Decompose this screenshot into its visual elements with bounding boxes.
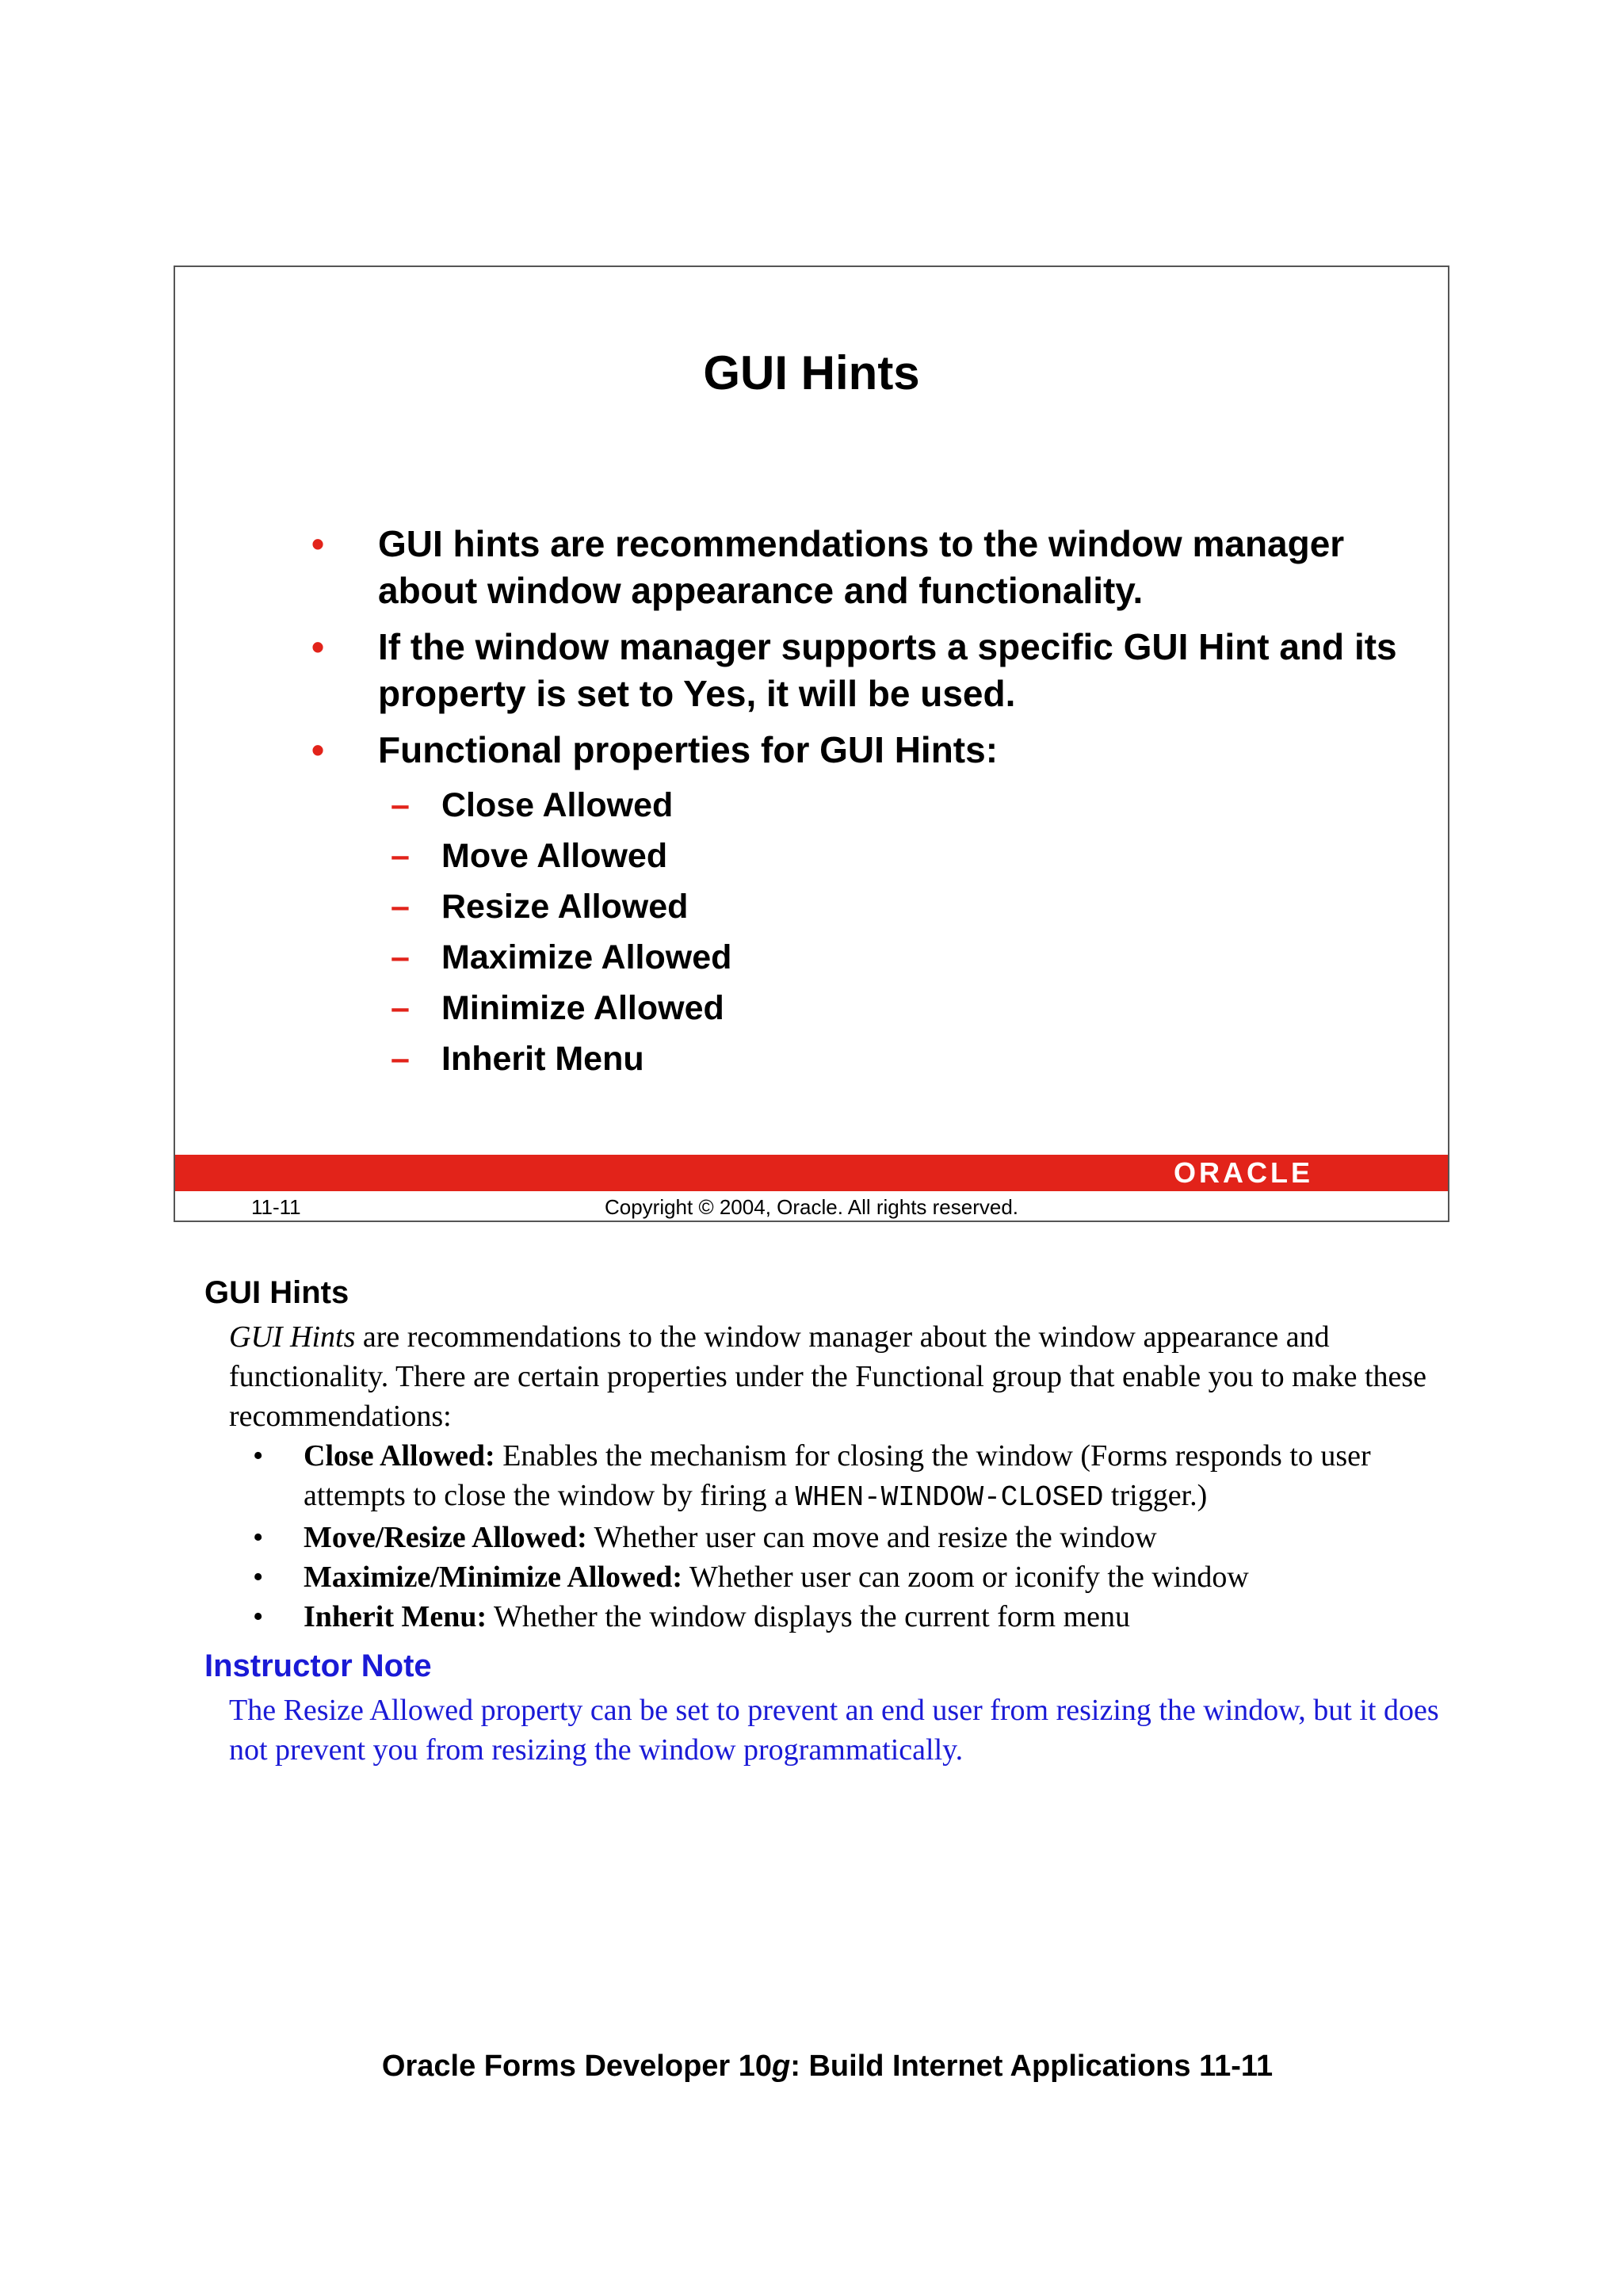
notes-intro	[229, 1317, 1441, 1436]
slide-subitem	[175, 986, 1451, 1030]
slide-number: 11-11	[251, 1195, 301, 1219]
slide-subitem-text: Minimize Allowed	[441, 989, 724, 1027]
slide-subitem	[175, 935, 1451, 980]
slide-subitem	[175, 884, 1451, 929]
footer-suffix: : Build Internet Applications 11-11	[790, 2050, 1274, 2083]
page-footer	[0, 2048, 1623, 2084]
instructor-note-heading: Instructor Note	[204, 1648, 432, 1683]
dash-icon: –	[391, 938, 410, 976]
notes-item-text: Whether the window displays the current form menu	[487, 1600, 1131, 1633]
slide-bullet-text: Functional properties for GUI Hints:	[378, 729, 999, 770]
slide-frame	[174, 266, 1449, 1222]
instructor-note-text: The Resize Allowed property can be set to prevent an end user from resizing the window, but it does not prevent you from resizing the window programmatically.	[229, 1694, 1439, 1767]
footer-g: g	[772, 2050, 791, 2083]
notes-item-text: Whether user can move and resize the window	[586, 1521, 1157, 1554]
bullet-dot-icon: •	[311, 729, 325, 770]
notes-list-item	[229, 1557, 1441, 1597]
slide-bullet	[175, 521, 1451, 614]
dash-icon: –	[391, 888, 410, 926]
notes-heading: GUI Hints	[204, 1275, 349, 1310]
slide-subitem-text: Inherit Menu	[441, 1040, 644, 1078]
slide-subitem	[175, 783, 1451, 827]
notes-list-item	[229, 1436, 1441, 1518]
slide-subitem-text: Maximize Allowed	[441, 938, 732, 976]
notes-item-term: Inherit Menu:	[304, 1600, 487, 1633]
slide-subitem	[175, 1037, 1451, 1081]
notes-item-term: Close Allowed:	[304, 1439, 495, 1473]
notes-section	[204, 1273, 1441, 1770]
bullet-dot-icon: •	[311, 626, 325, 667]
bullet-dot-icon: •	[253, 1600, 264, 1633]
slide-bullet-text: GUI hints are recommendations to the window manager about window appearance and functionality.	[378, 523, 1345, 611]
footer-prefix: Oracle Forms Developer 10	[381, 2050, 773, 2083]
dash-icon: –	[391, 989, 410, 1027]
bullet-dot-icon: •	[311, 523, 325, 564]
notes-intro-text: are recommendations to the window manager about the window appearance and functionality. There are certain properties under the Functional group that enable you to make these recommendations:	[229, 1320, 1427, 1433]
notes-list	[229, 1436, 1441, 1637]
dash-icon: –	[391, 837, 410, 875]
notes-intro-term: GUI Hints	[229, 1320, 356, 1354]
slide-title: GUI Hints	[703, 346, 920, 399]
bullet-dot-icon: •	[253, 1439, 264, 1473]
dash-icon: –	[391, 1040, 410, 1078]
slide-bullet-list	[175, 521, 1451, 1087]
notes-list-item	[229, 1597, 1441, 1637]
slide-subitem-text: Close Allowed	[441, 786, 674, 824]
bullet-dot-icon: •	[253, 1561, 264, 1594]
notes-list-item	[229, 1518, 1441, 1557]
notes-item-code: WHEN-WINDOW-CLOSED	[795, 1481, 1104, 1514]
slide-bullet	[175, 624, 1451, 717]
oracle-logo: ORACLE	[1174, 1156, 1313, 1189]
slide-subitem-text: Resize Allowed	[441, 888, 689, 926]
slide-subitem	[175, 834, 1451, 878]
slide-copyright: Copyright © 2004, Oracle. All rights reserved.	[604, 1195, 1019, 1219]
dash-icon: –	[391, 786, 410, 824]
notes-item-term: Maximize/Minimize Allowed:	[304, 1561, 683, 1594]
notes-item-after: trigger.)	[1103, 1479, 1208, 1512]
slide-bullet-text: If the window manager supports a specific GUI Hint and its property is set to Yes, it will be used.	[378, 626, 1397, 714]
notes-item-text: Whether user can zoom or iconify the window	[682, 1561, 1249, 1594]
slide-bullet	[175, 727, 1451, 774]
notes-item-text: Enables the mechanism for closing the window (Forms responds to user attempts to close the window by firing a	[304, 1439, 1371, 1512]
bullet-dot-icon: •	[253, 1521, 264, 1554]
slide-subitem-text: Move Allowed	[441, 837, 668, 875]
slide-red-bar	[175, 1155, 1448, 1191]
notes-item-term: Move/Resize Allowed:	[304, 1521, 587, 1554]
